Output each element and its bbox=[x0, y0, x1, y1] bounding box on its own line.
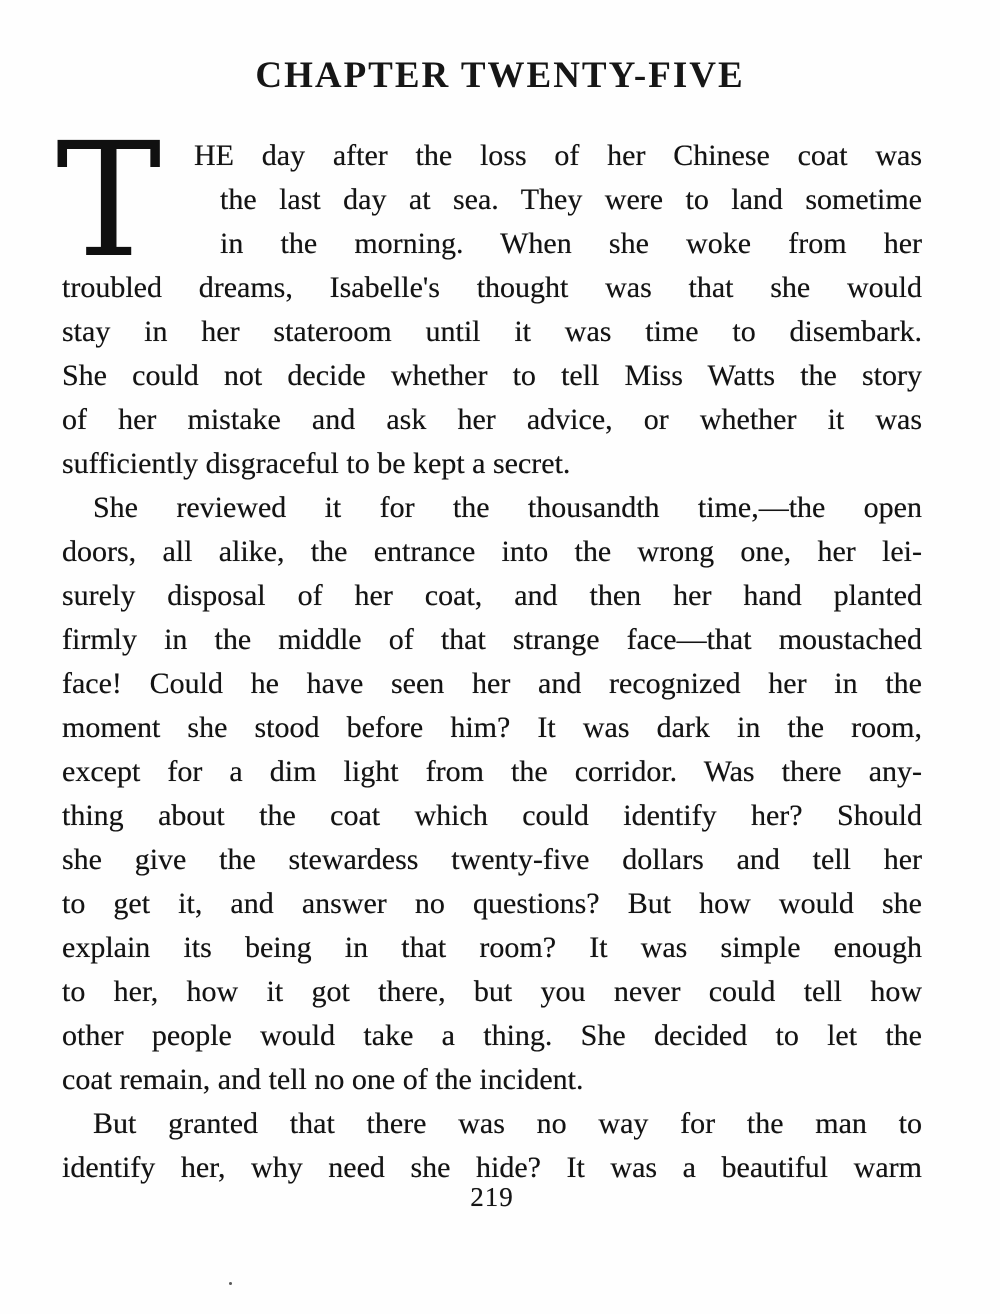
text-line: doors, all alike, the entrance into the wrong one, her lei- bbox=[62, 535, 922, 568]
ink-speck bbox=[229, 1282, 232, 1285]
text-line: moment she stood before him? It was dark in the room, bbox=[62, 711, 922, 744]
paragraph-1 bbox=[56, 109, 922, 486]
page-number: 219 bbox=[470, 1182, 514, 1212]
text-line: to her, how it got there, but you never could tell how bbox=[62, 975, 922, 1008]
text-line: troubled dreams, Isabelle's thought was that she would bbox=[62, 271, 922, 304]
text-line: coat remain, and tell no one of the incident. bbox=[62, 1063, 584, 1096]
text-line: except for a dim light from the corridor. Was there any- bbox=[62, 755, 922, 788]
text-line: in the morning. When she woke from her bbox=[220, 227, 922, 260]
text-line: to get it, and answer no questions? But how would she bbox=[62, 887, 922, 920]
text-line: she give the stewardess twenty-five dollars and tell her bbox=[62, 843, 922, 876]
text-line: thing about the coat which could identify her? Should bbox=[62, 799, 922, 832]
text-line: surely disposal of her coat, and then her hand planted bbox=[62, 579, 922, 612]
chapter-heading: CHAPTER TWENTY-FIVE bbox=[255, 55, 745, 96]
text-line: She reviewed it for the thousandth time,—the open bbox=[93, 491, 922, 524]
text-line: But granted that there was no way for the man to bbox=[93, 1107, 922, 1140]
body-text bbox=[56, 109, 922, 1190]
paragraph-3 bbox=[62, 1102, 922, 1190]
drop-cap: T bbox=[56, 109, 162, 293]
text-line: other people would take a thing. She decided to let the bbox=[62, 1019, 922, 1052]
text-line: firmly in the middle of that strange face—that moustached bbox=[62, 623, 922, 656]
paragraph-2 bbox=[62, 486, 922, 1102]
text-line: the last day at sea. They were to land sometime bbox=[220, 183, 922, 216]
text-line: stay in her stateroom until it was time to disembark. bbox=[62, 315, 922, 348]
text-line: of her mistake and ask her advice, or whether it was bbox=[62, 403, 922, 436]
text-line: face! Could he have seen her and recognized her in the bbox=[62, 667, 922, 700]
text-line: HE day after the loss of her Chinese coat was bbox=[194, 139, 922, 172]
text-line: explain its being in that room? It was simple enough bbox=[62, 931, 922, 964]
text-line: She could not decide whether to tell Miss Watts the story bbox=[62, 359, 922, 392]
text-line: sufficiently disgraceful to be kept a secret. bbox=[62, 447, 571, 480]
text-line: identify her, why need she hide? It was a beautiful warm bbox=[62, 1151, 922, 1184]
